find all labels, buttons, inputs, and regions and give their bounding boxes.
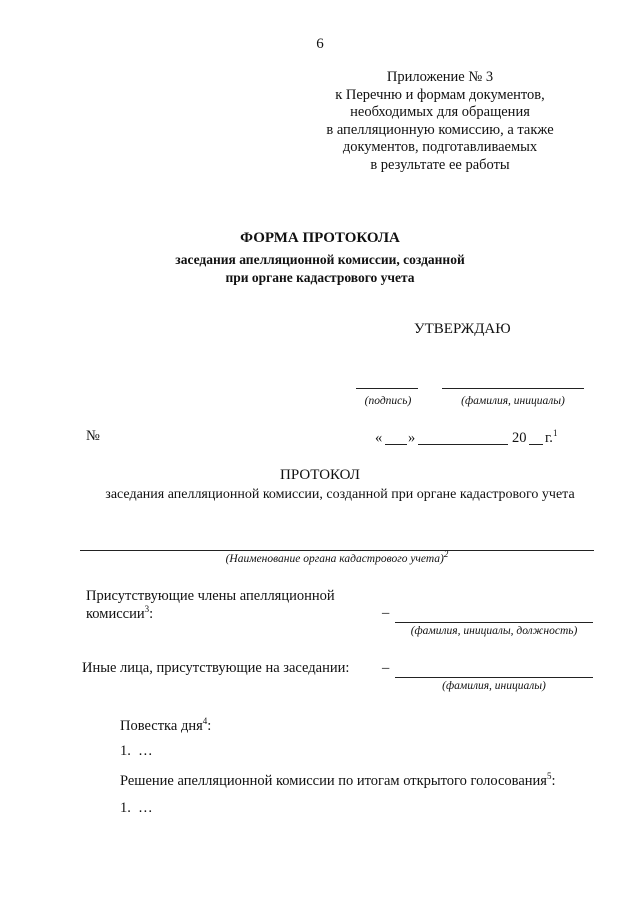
others-dash: –	[382, 660, 390, 676]
appendix-block	[300, 69, 580, 174]
members-label-line	[86, 605, 335, 623]
appendix-line: в апелляционную комиссию, а также	[326, 121, 554, 138]
footnote-4: 4	[202, 716, 208, 727]
agenda-label	[120, 718, 211, 735]
form-title: ФОРМА ПРОТОКОЛА	[240, 230, 400, 246]
name-line	[442, 388, 584, 389]
members-hint: (фамилия, инициалы, должность)	[410, 625, 578, 637]
page-number: 6	[316, 36, 324, 52]
members-label-line: Присутствующие члены апелляционной	[86, 588, 335, 604]
signature-hint: (подпись)	[364, 395, 412, 407]
quote-close: »	[408, 430, 416, 446]
footnote-1: 1	[552, 428, 558, 439]
form-subtitle-line: при органе кадастрового учета	[225, 270, 415, 285]
footnote-5: 5	[546, 771, 552, 782]
members-label-text: комиссии	[86, 606, 145, 622]
year-suffix-text: г.	[545, 430, 553, 446]
appendix-line: в результате ее работы	[370, 156, 510, 173]
others-hint: (фамилия, инициалы)	[442, 680, 546, 692]
appendix-line: Приложение № 3	[386, 69, 494, 85]
members-label	[86, 587, 335, 623]
year-suffix	[545, 430, 557, 447]
agenda-colon: :	[207, 718, 212, 734]
others-line	[395, 677, 593, 678]
form-subtitle	[0, 251, 640, 287]
month-line	[418, 444, 508, 445]
quote-open: «	[375, 430, 383, 446]
agenda-label-text: Повестка дня	[120, 718, 203, 734]
footnote-3: 3	[144, 604, 150, 615]
members-dash: –	[382, 605, 390, 621]
number-sign: №	[86, 428, 100, 444]
appendix-line: документов, подготавливаемых	[342, 139, 538, 155]
footnote-2: 2	[443, 549, 449, 560]
year-prefix: 20	[512, 430, 527, 446]
form-subtitle-line: заседания апелляционной комиссии, созданной	[175, 252, 465, 267]
day-line	[385, 444, 407, 445]
organ-hint	[80, 549, 594, 565]
name-hint: (фамилия, инициалы)	[461, 395, 565, 407]
protocol-title: ПРОТОКОЛ	[280, 467, 360, 483]
signature-line	[356, 388, 418, 389]
members-line	[395, 622, 593, 623]
decision-item: 1. …	[120, 800, 153, 816]
organ-hint-text: (Наименование органа кадастрового учета)	[225, 553, 444, 565]
agenda-item: 1. …	[120, 743, 153, 759]
decision-label	[120, 773, 555, 790]
others-label: Иные лица, присутствующие на заседании:	[82, 660, 350, 676]
protocol-subtitle: заседания апелляционной комиссии, созданной при органе кадастрового учета	[105, 487, 575, 502]
decision-label-text: Решение апелляционной комиссии по итогам открытого голосования	[120, 773, 547, 789]
year-line	[529, 444, 543, 445]
organ-line	[80, 550, 594, 551]
appendix-line: к Перечню и формам документов,	[335, 86, 545, 103]
members-colon: :	[149, 606, 154, 622]
appendix-line: необходимых для обращения	[350, 104, 530, 120]
decision-colon: :	[551, 773, 556, 789]
approval-label: УТВЕРЖДАЮ	[414, 321, 511, 337]
